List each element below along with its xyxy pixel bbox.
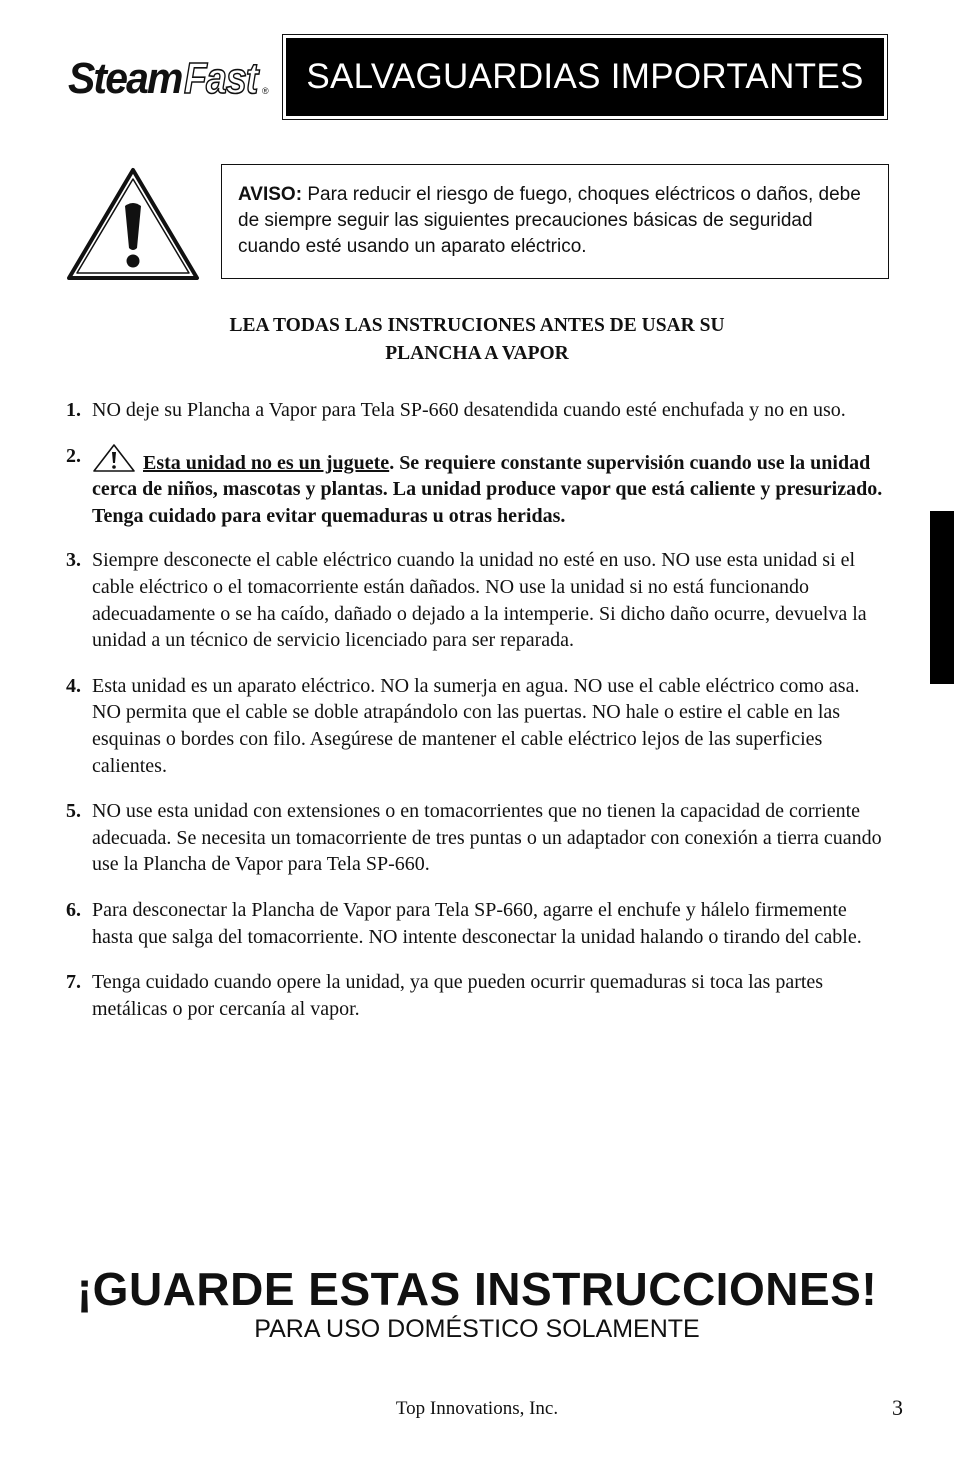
list-item	[66, 547, 892, 653]
steamfast-logo	[68, 52, 273, 102]
item-text: NO use esta unidad con extensiones o en tomacorrientes que no tienen la capacidad de corriente adecuada. Se necesita un tomacorriente de tres puntas o un adaptador con conexión a tierra cuando use la Plancha de Vapor para Tela SP-660.	[92, 800, 882, 876]
item-text: Para desconectar la Plancha de Vapor para Tela SP-660, agarre el enchufe y hálelo firmemente hasta que salga del tomacorriente. NO intente desconectar la unidad halando o tirando del cable.	[92, 898, 862, 948]
safety-list	[66, 397, 892, 1022]
logo-registered-mark: ®	[262, 86, 269, 96]
item-number: 4.	[66, 674, 81, 697]
item-number: 3.	[66, 549, 81, 572]
item-number: 5.	[66, 800, 81, 823]
list-item	[66, 897, 892, 950]
section-tab-marker	[930, 511, 954, 684]
item-number: 7.	[66, 971, 81, 994]
item-text: . Se requiere constante supervisión cuando use la unidad cerca de niños, mascotas y plantas. La unidad produce vapor que está caliente y presurizado. Tenga cuidado para evitar quemaduras u otras heridas.	[92, 451, 883, 527]
warning-triangle-icon	[66, 164, 201, 282]
item-number: 6.	[66, 898, 81, 921]
warning-text: Para reducir el riesgo de fuego, choques eléctricos o daños, debe de siempre seguir las siguientes precauciones básicas de seguridad cuando esté usando un aparato eléctrico.	[238, 184, 861, 257]
instructions-heading	[0, 312, 954, 368]
small-warning-icon	[92, 443, 136, 473]
page-title-box	[282, 34, 888, 120]
item-underlined-text: Esta unidad no es un juguete	[143, 451, 390, 474]
item-text: NO deje su Plancha a Vapor para Tela SP-660 desatendida cuando esté enchufada y no en uso.	[92, 399, 846, 421]
item-number: 1.	[66, 399, 81, 421]
logo-fast-text: Fast	[184, 54, 258, 103]
warning-label: AVISO:	[238, 184, 303, 205]
page-title: SALVAGUARDIAS IMPORTANTES	[286, 38, 884, 116]
item-text: Esta unidad es un aparato eléctrico. NO la sumerja en agua. NO use el cable eléctrico como asa. NO permita que el cable se doble atrapándolo con las puertas. NO hale o estire el cable en las esquinas o bordes con filo. Asegúrese de mantener el cable eléctrico lejos de las superficies calientes.	[92, 674, 860, 777]
list-item	[66, 397, 892, 424]
page-number: 3	[892, 1395, 903, 1420]
save-instructions-title: ¡GUARDE ESTAS INSTRUCCIONES!	[76, 1263, 878, 1315]
warning-notice	[221, 164, 889, 279]
item-text: Tenga cuidado cuando opere la unidad, ya que pueden ocurrir quemaduras si toca las partes metálicas o por cercanía al vapor.	[92, 971, 824, 1020]
list-item	[66, 969, 892, 1022]
heading-line-2: PLANCHA A VAPOR	[385, 343, 569, 364]
list-item	[66, 798, 892, 878]
item-number: 2.	[66, 444, 81, 467]
household-use-subtitle: PARA USO DOMÉSTICO SOLAMENTE	[254, 1315, 700, 1343]
item-text: Siempre desconecte el cable eléctrico cuando la unidad no esté en uso. NO use esta unidad si el cable eléctrico o el tomacorriente están dañados. NO use la unidad si no está funcionando adecuadamente o se ha caído, dañado o dejado a la intemperie. Si dicho daño ocurre, devuelva la unidad a un técnico de servicio licenciado para ser reparada.	[92, 549, 867, 652]
logo-steam-text: Steam	[68, 54, 182, 103]
list-item	[66, 443, 892, 530]
heading-line-1: LEA TODAS LAS INSTRUCIONES ANTES DE USAR SU	[229, 315, 725, 336]
footer-company: Top Innovations, Inc.	[395, 1398, 559, 1419]
list-item	[66, 673, 892, 779]
